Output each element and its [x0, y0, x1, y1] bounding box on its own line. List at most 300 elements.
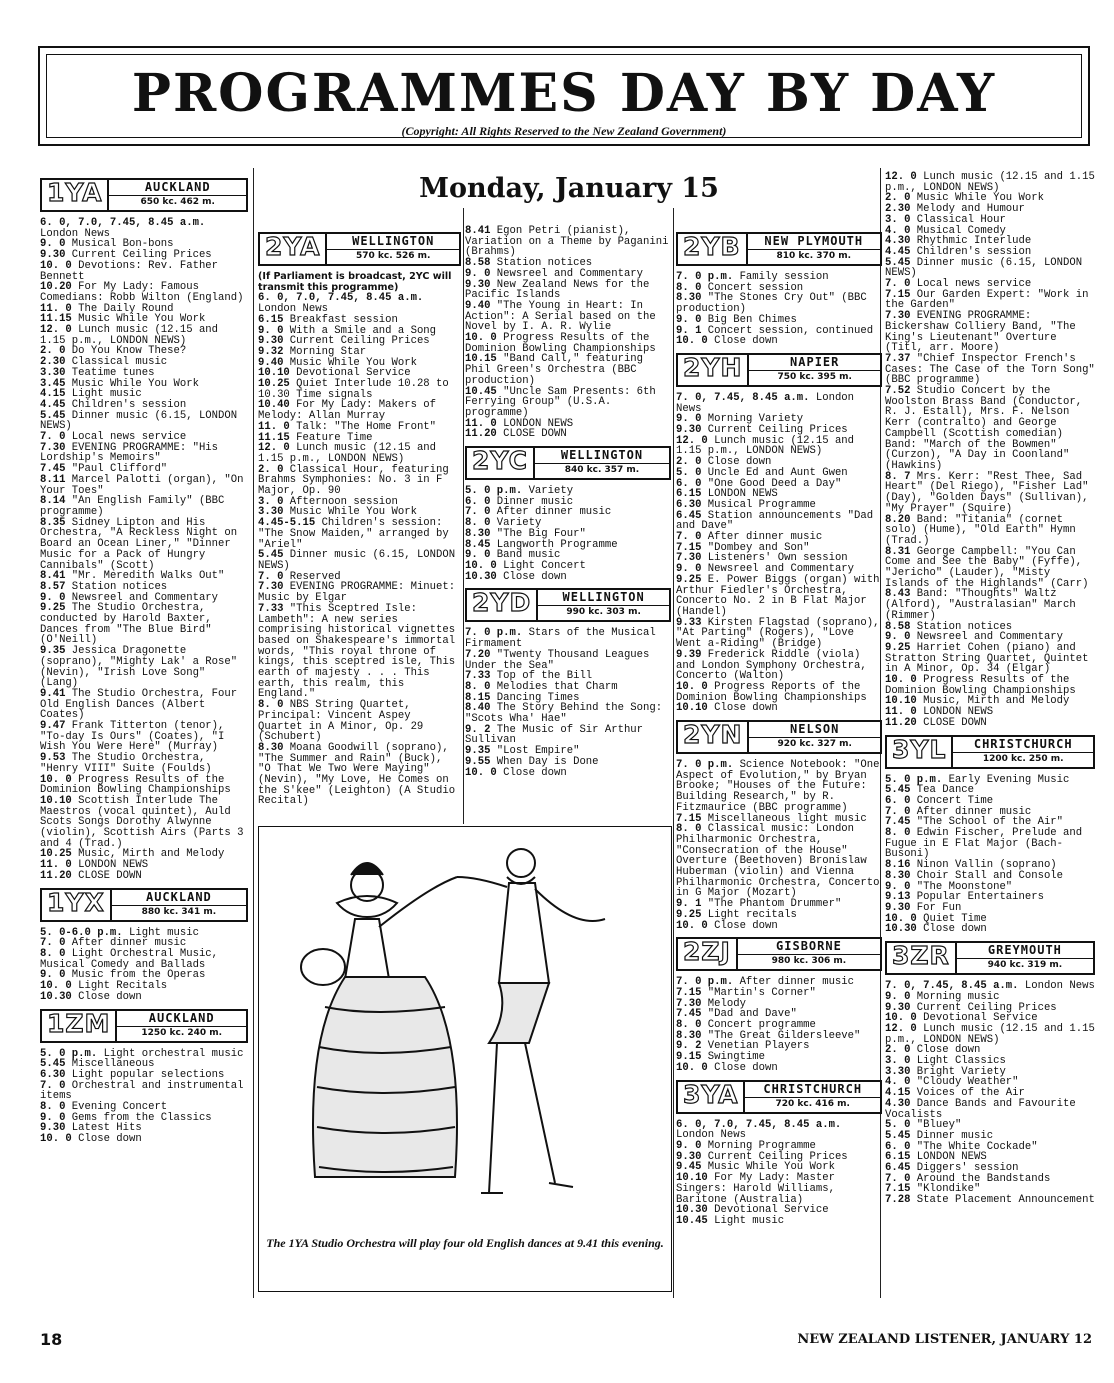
- programme-title: Frank Titterton (tenor), "To-day Is Ours" (Coates), "I Wish You Were Here" (Murray): [40, 720, 225, 754]
- programme-title: Orchestral and instrumental items: [40, 1079, 244, 1103]
- programme-time: 6. 0: [676, 477, 702, 490]
- programme-title: "Dad and Dave": [707, 1008, 797, 1021]
- programme-time: 10. 0: [40, 980, 72, 993]
- programme-title: Quiet Time: [923, 912, 987, 925]
- lady-arm: [379, 877, 457, 927]
- programme-item: [40, 871, 248, 882]
- programme-time: 2. 0: [885, 192, 911, 205]
- station-call-sign: 1YX: [42, 890, 112, 920]
- programme-title: Popular Entertainers: [916, 891, 1044, 904]
- programme-title: London News: [258, 303, 328, 316]
- programme-title: Station notices: [71, 580, 168, 593]
- programme-title: Close down: [923, 923, 987, 936]
- programme-title: "The Great Gildersleeve": [707, 1029, 861, 1042]
- station-city: WELLINGTON: [327, 234, 459, 250]
- programme-time: 6. 0, 7.0, 7.45, 8.45 a.m.: [676, 1118, 842, 1131]
- station-header-2zj: [676, 937, 882, 971]
- programme-time: 8.43: [885, 588, 911, 601]
- programme-time: 9. 0: [40, 591, 66, 604]
- programme-list: [40, 218, 248, 882]
- programme-time: 7. 0 p.m.: [465, 627, 523, 640]
- programme-time: 6. 0: [465, 495, 491, 508]
- programme-item: [40, 646, 248, 689]
- programme-title: Voices of the Air: [916, 1087, 1025, 1100]
- programme-time: 10.30: [885, 923, 917, 936]
- programme-time: 10. 0: [40, 1133, 72, 1146]
- programme-item: [465, 768, 671, 779]
- programme-title: Reserved: [289, 570, 341, 583]
- programme-title: LONDON NEWS: [923, 706, 994, 719]
- programme-time: 10. 0: [465, 766, 497, 779]
- programme-item: [676, 1063, 882, 1074]
- programme-title: "Uncle Sam Presents: 6th Ferrying Group" (U.S.A. programme): [465, 385, 656, 419]
- programme-title: Current Ceiling Prices: [707, 1150, 848, 1163]
- programme-list: [676, 977, 882, 1073]
- programme-title: Band music: [496, 549, 561, 562]
- publication-line: NEW ZEALAND LISTENER, JANUARY 12: [797, 1332, 1092, 1347]
- programme-title: "Klondike": [916, 1183, 981, 1196]
- programme-title: The Story Behind the Song: "Scots Wha' Hae": [465, 702, 663, 726]
- programme-item: [40, 325, 248, 346]
- programme-time: 7.15: [676, 541, 702, 554]
- programme-title: Light music: [71, 388, 142, 401]
- programme-title: For My Lady: Master Singers: Harold Williams, Baritone (Australia): [676, 1172, 835, 1206]
- programme-item: [885, 472, 1095, 515]
- programme-time: 10.40: [258, 399, 290, 412]
- programme-title: Progress Reports of the Dominion Bowling Championships: [676, 680, 867, 704]
- programme-time: 9.25: [40, 602, 66, 615]
- programme-time: 9. 2: [465, 723, 491, 736]
- programme-time: 6.30: [40, 1068, 66, 1081]
- station-frequency: 840 kc. 357 m.: [564, 465, 640, 476]
- programme-time: 9.30: [465, 278, 491, 291]
- programme-title: Light music: [129, 926, 199, 939]
- programme-title: Morning Star: [289, 345, 367, 358]
- programme-title: LONDON NEWS: [78, 859, 149, 872]
- programme-time: 9.41: [40, 687, 66, 700]
- programme-title: Stars of the Musical Firmament: [465, 627, 656, 651]
- station-header-3zr: [885, 941, 1095, 975]
- programme-time: 8.35: [40, 516, 66, 529]
- programme-time: 2. 0: [676, 456, 702, 469]
- programme-item: [258, 518, 461, 550]
- programme-list: [465, 226, 671, 440]
- station-frequency: 980 kc. 306 m.: [771, 956, 847, 967]
- programme-time: 10.10: [258, 367, 290, 380]
- man-doublet: [499, 883, 549, 983]
- programme-time: 7. 0: [885, 278, 911, 291]
- programme-title: CLOSE DOWN: [78, 869, 142, 882]
- programme-title: Egon Petri (pianist), Variation on a Theme by Paganini (Brahms): [465, 225, 669, 259]
- programme-title: Music While You Work: [289, 506, 417, 519]
- programme-item: [465, 333, 671, 354]
- column-divider: [463, 208, 464, 824]
- programme-item: [40, 721, 248, 753]
- programme-time: 7. 0: [40, 1079, 66, 1092]
- programme-item: [40, 411, 248, 432]
- programme-time: 11. 0: [465, 417, 497, 430]
- programme-title: Newsreel and Commentary: [707, 563, 855, 576]
- programme-title: With a Smile and a Song: [289, 324, 437, 337]
- programme-title: Light music: [714, 1214, 785, 1227]
- programme-time: 8. 0: [676, 1019, 702, 1032]
- programme-title: Devotional Service: [714, 1204, 829, 1217]
- programme-time: 4.45: [40, 398, 66, 411]
- programme-title: Diggers' session: [916, 1162, 1019, 1175]
- programme-time: 2.30: [40, 356, 66, 369]
- programme-title: Classical music: [71, 356, 168, 369]
- programme-time: 10. 0: [676, 919, 708, 932]
- programme-title: Langworth Programme: [496, 538, 618, 551]
- programme-time: 10.10: [676, 702, 708, 715]
- programme-time: 11.20: [40, 869, 72, 882]
- programme-item: [40, 261, 248, 282]
- programme-time: 12. 0: [258, 442, 290, 455]
- programme-title: Latest Hits: [71, 1122, 142, 1135]
- programme-time: 10.30: [676, 1204, 708, 1217]
- programme-time: 9. 0: [40, 969, 66, 982]
- programme-time: 7. 0 p.m.: [676, 759, 734, 772]
- programme-title: Classical Hour, featuring Brahms Symphonies: No. 3 in F Major, Op. 90: [258, 463, 449, 498]
- programme-time: 8.11: [40, 473, 66, 486]
- programme-title: Music, Mirth and Melody: [78, 848, 225, 861]
- programme-item: [258, 400, 461, 421]
- programme-title: Lunch music (12.15 and 1.15 p.m., LONDON NEWS): [885, 171, 1095, 194]
- programme-title: Uncle Ed and Aunt Gwen: [707, 466, 848, 479]
- page-number: 18: [40, 1330, 63, 1349]
- station-header-1zm: [40, 1009, 248, 1043]
- programme-time: 8. 7: [885, 470, 911, 483]
- station-city: NELSON: [749, 722, 880, 738]
- programme-item: [885, 172, 1095, 193]
- programme-item: [676, 824, 882, 899]
- programme-item: [465, 354, 671, 386]
- programme-item: [465, 628, 671, 649]
- masthead-banner: [38, 46, 1090, 146]
- programme-title: Musical Programme: [707, 498, 816, 511]
- programme-title: After dinner music: [71, 937, 187, 950]
- programme-item: [465, 301, 671, 333]
- programme-title: Frederick Riddle (viola) and London Symphony Orchestra, Concerto (Walton): [676, 648, 867, 683]
- programme-time: 9.53: [40, 752, 66, 765]
- station-city: CHRISTCHURCH: [953, 737, 1093, 753]
- station-frequency: 1200 kc. 250 m.: [982, 753, 1064, 764]
- programme-item: [258, 293, 461, 314]
- station-call-sign: 2YA: [260, 234, 327, 264]
- programme-time: 7.45: [40, 463, 66, 476]
- programme-time: 8. 0: [258, 699, 284, 712]
- programme-title: Music, Mirth and Melody: [923, 695, 1070, 708]
- programme-title: Dinner music: [916, 1129, 994, 1142]
- programme-time: 7. 0, 7.45, 8.45 a.m.: [885, 980, 1019, 993]
- programme-title: After dinner music: [496, 506, 612, 519]
- programme-time: 5.45: [258, 549, 284, 562]
- programme-title: "Chief Inspector French's Cases: The Case of the Torn Song" (BBC programme): [885, 352, 1095, 387]
- station-header-3ya: [676, 1080, 882, 1114]
- programme-item: [676, 293, 882, 314]
- programme-title: "One Good Deed a Day": [707, 477, 842, 490]
- programme-title: Lunch music (12.15 and 1.15 p.m., LONDON NEWS): [258, 442, 437, 465]
- programme-time: 9. 0: [676, 563, 702, 576]
- programme-title: Music While You Work: [707, 1161, 835, 1174]
- programme-title: Concert session, continued: [707, 324, 874, 337]
- programme-title: Close down: [714, 919, 778, 932]
- programme-time: 9. 0: [465, 549, 491, 562]
- programme-title: Dinner music (6.15, LONDON NEWS): [885, 256, 1083, 280]
- station-call-sign: 2YC: [467, 448, 535, 478]
- programme-item: [40, 475, 248, 496]
- programme-time: 9.35: [40, 645, 66, 658]
- programme-item: [465, 387, 671, 419]
- programme-time: 5. 0 p.m.: [40, 1047, 98, 1060]
- programme-item: [885, 924, 1095, 935]
- programme-title: LONDON NEWS: [503, 417, 574, 430]
- programme-item: [40, 775, 248, 796]
- programme-time: 6.15: [258, 313, 284, 326]
- programme-title: Family session: [739, 271, 829, 283]
- programme-item: [40, 689, 248, 721]
- programme-title: Local news service: [916, 278, 1032, 291]
- programme-title: State Placement Announcement: [916, 1194, 1095, 1207]
- programme-item: [885, 643, 1095, 675]
- programme-item: [885, 589, 1095, 621]
- programme-title: Ninon Vallin (soprano): [916, 859, 1057, 872]
- programme-time: 6.30: [676, 498, 702, 511]
- station-header-3yl: [885, 735, 1095, 769]
- programme-item: [885, 311, 1095, 354]
- programme-title: Lunch music (12.15 and 1.15 p.m., LONDON NEWS): [885, 1022, 1095, 1046]
- station-city: GREYMOUTH: [957, 943, 1093, 959]
- programme-item: [885, 675, 1095, 696]
- programme-time: 8.30: [465, 527, 491, 540]
- programme-title: Classical Hour: [916, 213, 1006, 226]
- programme-time: 7. 0: [40, 431, 66, 444]
- station-call-sign: 3YA: [678, 1082, 745, 1112]
- programme-title: Choir Stall and Console: [916, 869, 1064, 882]
- programme-time: 11. 0: [885, 706, 917, 719]
- programme-time: 8.20: [885, 513, 911, 526]
- programme-time: 4.45: [885, 245, 911, 258]
- programme-time: 9.30: [258, 335, 284, 348]
- programme-time: 9.35: [465, 745, 491, 758]
- programme-title: Melody: [707, 997, 746, 1010]
- programme-time: 7.15: [885, 1183, 911, 1196]
- programme-time: 7.30: [676, 552, 702, 565]
- station-city: CHRISTCHURCH: [745, 1082, 880, 1098]
- programme-title: Morning music: [916, 990, 1000, 1003]
- programme-title: Light orchestral music: [103, 1047, 244, 1060]
- programme-time: 3.45: [40, 377, 66, 390]
- programme-time: 10. 0: [676, 680, 708, 693]
- programme-title: For My Lady: Famous Comedians: Robb Wilton (England): [40, 281, 244, 304]
- station-call-sign: 1YA: [42, 180, 109, 210]
- programme-time: 5.45: [885, 784, 911, 797]
- programme-time: 8. 0: [676, 823, 702, 836]
- station-header-2yn: [676, 720, 882, 754]
- programme-title: "Twenty Thousand Leagues Under the Sea": [465, 648, 650, 672]
- station-city: AUCKLAND: [117, 1011, 246, 1027]
- man-breeches: [489, 983, 549, 1043]
- programme-title: "Paul Clifford": [71, 463, 168, 476]
- man-arm-right: [535, 889, 605, 921]
- programme-title: Musical Bon-bons: [71, 238, 174, 251]
- station-city: GISBORNE: [738, 939, 880, 955]
- programme-time: 7. 0: [885, 1172, 911, 1185]
- programme-title: "Bluey": [916, 1119, 962, 1132]
- station-frequency: 570 kc. 526 m.: [355, 251, 431, 261]
- programme-title: New Zealand News for the Pacific Islands: [465, 278, 650, 302]
- programme-time: 8.16: [885, 859, 911, 872]
- programme-item: [885, 290, 1095, 311]
- column-divider: [253, 168, 254, 1298]
- programme-title: Music from the Operas: [71, 969, 206, 982]
- programme-time: 8.45: [465, 538, 491, 551]
- programme-time: 10. 0: [885, 912, 917, 925]
- programme-title: LONDON NEWS: [916, 1151, 987, 1164]
- programme-title: "The Young in Heart: In Action": A Serial based on the Novel by I. A. R. Wylie: [465, 299, 656, 334]
- programme-item: [465, 429, 671, 440]
- programme-time: 7.30: [258, 581, 284, 594]
- programme-title: Venetian Players: [707, 1040, 810, 1053]
- programme-title: "The Moonstone": [916, 880, 1013, 893]
- programme-time: 7. 0, 7.45, 8.45 a.m.: [676, 391, 810, 404]
- programme-title: Music While You Work: [71, 377, 199, 390]
- programme-time: 8.30: [885, 869, 911, 882]
- programme-time: 7. 0: [676, 531, 702, 544]
- programme-item: [40, 949, 248, 970]
- programme-title: Music While You Work: [916, 192, 1044, 205]
- programme-title: "The Big Four": [496, 527, 586, 540]
- programme-list: [465, 486, 671, 582]
- programme-time: 9.30: [676, 424, 702, 437]
- programme-title: Close down: [714, 335, 778, 348]
- programme-item: [40, 218, 248, 239]
- programme-item: [885, 547, 1095, 590]
- programme-time: 10.10: [885, 695, 917, 708]
- station-call-sign: 3YL: [887, 737, 953, 767]
- programme-title: "This Sceptred Isle: Lambeth": A new series comprising historical vignettes based on Shakespeare's immortal words, "This royal throne of kings, this sceptred isle, This earth of majesty . . . This earth, this realm, this England.": [258, 602, 456, 701]
- programme-title: LONDON NEWS: [707, 488, 778, 501]
- programme-time: 12. 0: [885, 171, 917, 183]
- man-shoes: [481, 1183, 573, 1193]
- programme-time: 11. 0: [40, 302, 72, 315]
- programme-time: 5. 0 p.m.: [465, 485, 523, 498]
- programme-time: 9.55: [465, 755, 491, 768]
- programme-item: [465, 226, 671, 258]
- programme-time: 9. 2: [676, 1040, 702, 1053]
- programme-title: Tea Dance: [916, 784, 975, 797]
- programme-item: [676, 336, 882, 347]
- column-4: [676, 226, 882, 1227]
- programme-time: 6.15: [885, 1151, 911, 1164]
- programme-title: Newsreel and Commentary: [916, 631, 1064, 644]
- programme-title: Breakfast session: [289, 313, 398, 326]
- programme-title: Edwin Fischer, Prelude and Fugue in E Flat Major (Bach-Busoni): [885, 827, 1083, 861]
- programme-title: Station announcements "Dad and Dave": [676, 509, 874, 533]
- programme-time: 8. 0: [465, 680, 491, 693]
- programme-time: 9.15: [676, 1051, 702, 1064]
- programme-title: Current Ceiling Prices: [707, 424, 848, 437]
- programme-time: 8. 0: [676, 281, 702, 294]
- station-frequency: 940 kc. 319 m.: [987, 960, 1063, 971]
- programme-title: Talk: "The Home Front": [296, 420, 437, 433]
- programme-item: [676, 436, 882, 457]
- station-city: WELLINGTON: [538, 590, 669, 606]
- programme-title: Sidney Lipton and His Orchestra, "A Reckless Night on Board an Ocean Liner," "Dinner Music for a Pack of Hungry Cannibals" (Scott): [40, 516, 238, 572]
- programme-item: [465, 725, 671, 746]
- programme-time: 8.58: [885, 620, 911, 633]
- programme-item: [258, 443, 461, 464]
- programme-time: 10. 0: [40, 773, 72, 786]
- programme-item: [258, 700, 461, 743]
- programme-item: [676, 575, 882, 618]
- station-frequency: 1250 kc. 240 m.: [141, 1027, 223, 1038]
- programme-item: [40, 443, 248, 464]
- programme-title: EVENING PROGRAMME: "His Lordship's Memoirs": [40, 441, 219, 465]
- programme-time: 8.40: [465, 702, 491, 715]
- programme-title: Musical Comedy: [916, 224, 1006, 237]
- station-header-1yx: [40, 888, 248, 922]
- programme-time: 9. 0: [885, 880, 911, 893]
- programme-item: [40, 282, 248, 303]
- programme-title: Quiet Interlude 10.28 to 10.30 Time signals: [258, 378, 449, 401]
- station-frequency: 880 kc. 341 m.: [141, 906, 217, 917]
- programme-title: Light Classics: [916, 1055, 1006, 1068]
- programme-item: [885, 718, 1095, 729]
- station-call-sign: 2YB: [678, 234, 748, 264]
- programme-list: [885, 172, 1095, 729]
- programme-time: 7.15: [885, 288, 911, 301]
- column-5: [885, 172, 1095, 1206]
- programme-time: 4.30: [885, 235, 911, 248]
- programme-title: Miscellaneous light music: [707, 812, 867, 825]
- programme-time: 10. 0: [676, 1061, 708, 1074]
- programme-time: 9.39: [676, 648, 702, 661]
- programme-title: Afternoon session: [289, 495, 398, 508]
- programme-item: [676, 921, 882, 932]
- programme-time: 4. 0: [885, 1076, 911, 1089]
- programme-item: [676, 511, 882, 532]
- programme-item: [676, 393, 882, 414]
- lady-fan: [301, 949, 345, 985]
- programme-time: 4.45-5.15: [258, 517, 316, 530]
- programme-item: [676, 682, 882, 703]
- programme-item: [258, 550, 461, 571]
- programme-title: London News: [676, 391, 855, 415]
- programme-title: E. Power Biggs (organ) with Arthur Fiedler's Orchestra, Concerto No. 2 in B Flat Major (Handel): [676, 573, 880, 618]
- programme-item: [258, 465, 461, 497]
- programme-title: Variety: [528, 485, 574, 498]
- programme-title: "Mr. Meredith Walks Out": [71, 570, 225, 583]
- programme-title: Listeners' Own session: [707, 552, 848, 565]
- programme-time: 5.45: [885, 256, 911, 269]
- programme-title: Close down: [78, 1133, 142, 1146]
- programme-time: 6. 0: [885, 794, 911, 807]
- programme-title: Local news service: [71, 431, 187, 444]
- programme-time: 3.30: [258, 506, 284, 519]
- station-city: AUCKLAND: [109, 180, 246, 196]
- programme-title: Concert session: [707, 281, 804, 294]
- station-frequency: 920 kc. 327 m.: [777, 739, 852, 750]
- programme-time: 12. 0: [676, 434, 708, 447]
- station-city: NAPIER: [749, 355, 880, 371]
- programme-time: 9.25: [676, 908, 702, 921]
- programme-title: Swingtime: [707, 1051, 766, 1064]
- programme-time: 2.30: [885, 203, 911, 216]
- station-city: WELLINGTON: [535, 448, 669, 464]
- programme-title: The Daily Round: [78, 302, 174, 315]
- programme-title: Morning Programme: [707, 1140, 816, 1152]
